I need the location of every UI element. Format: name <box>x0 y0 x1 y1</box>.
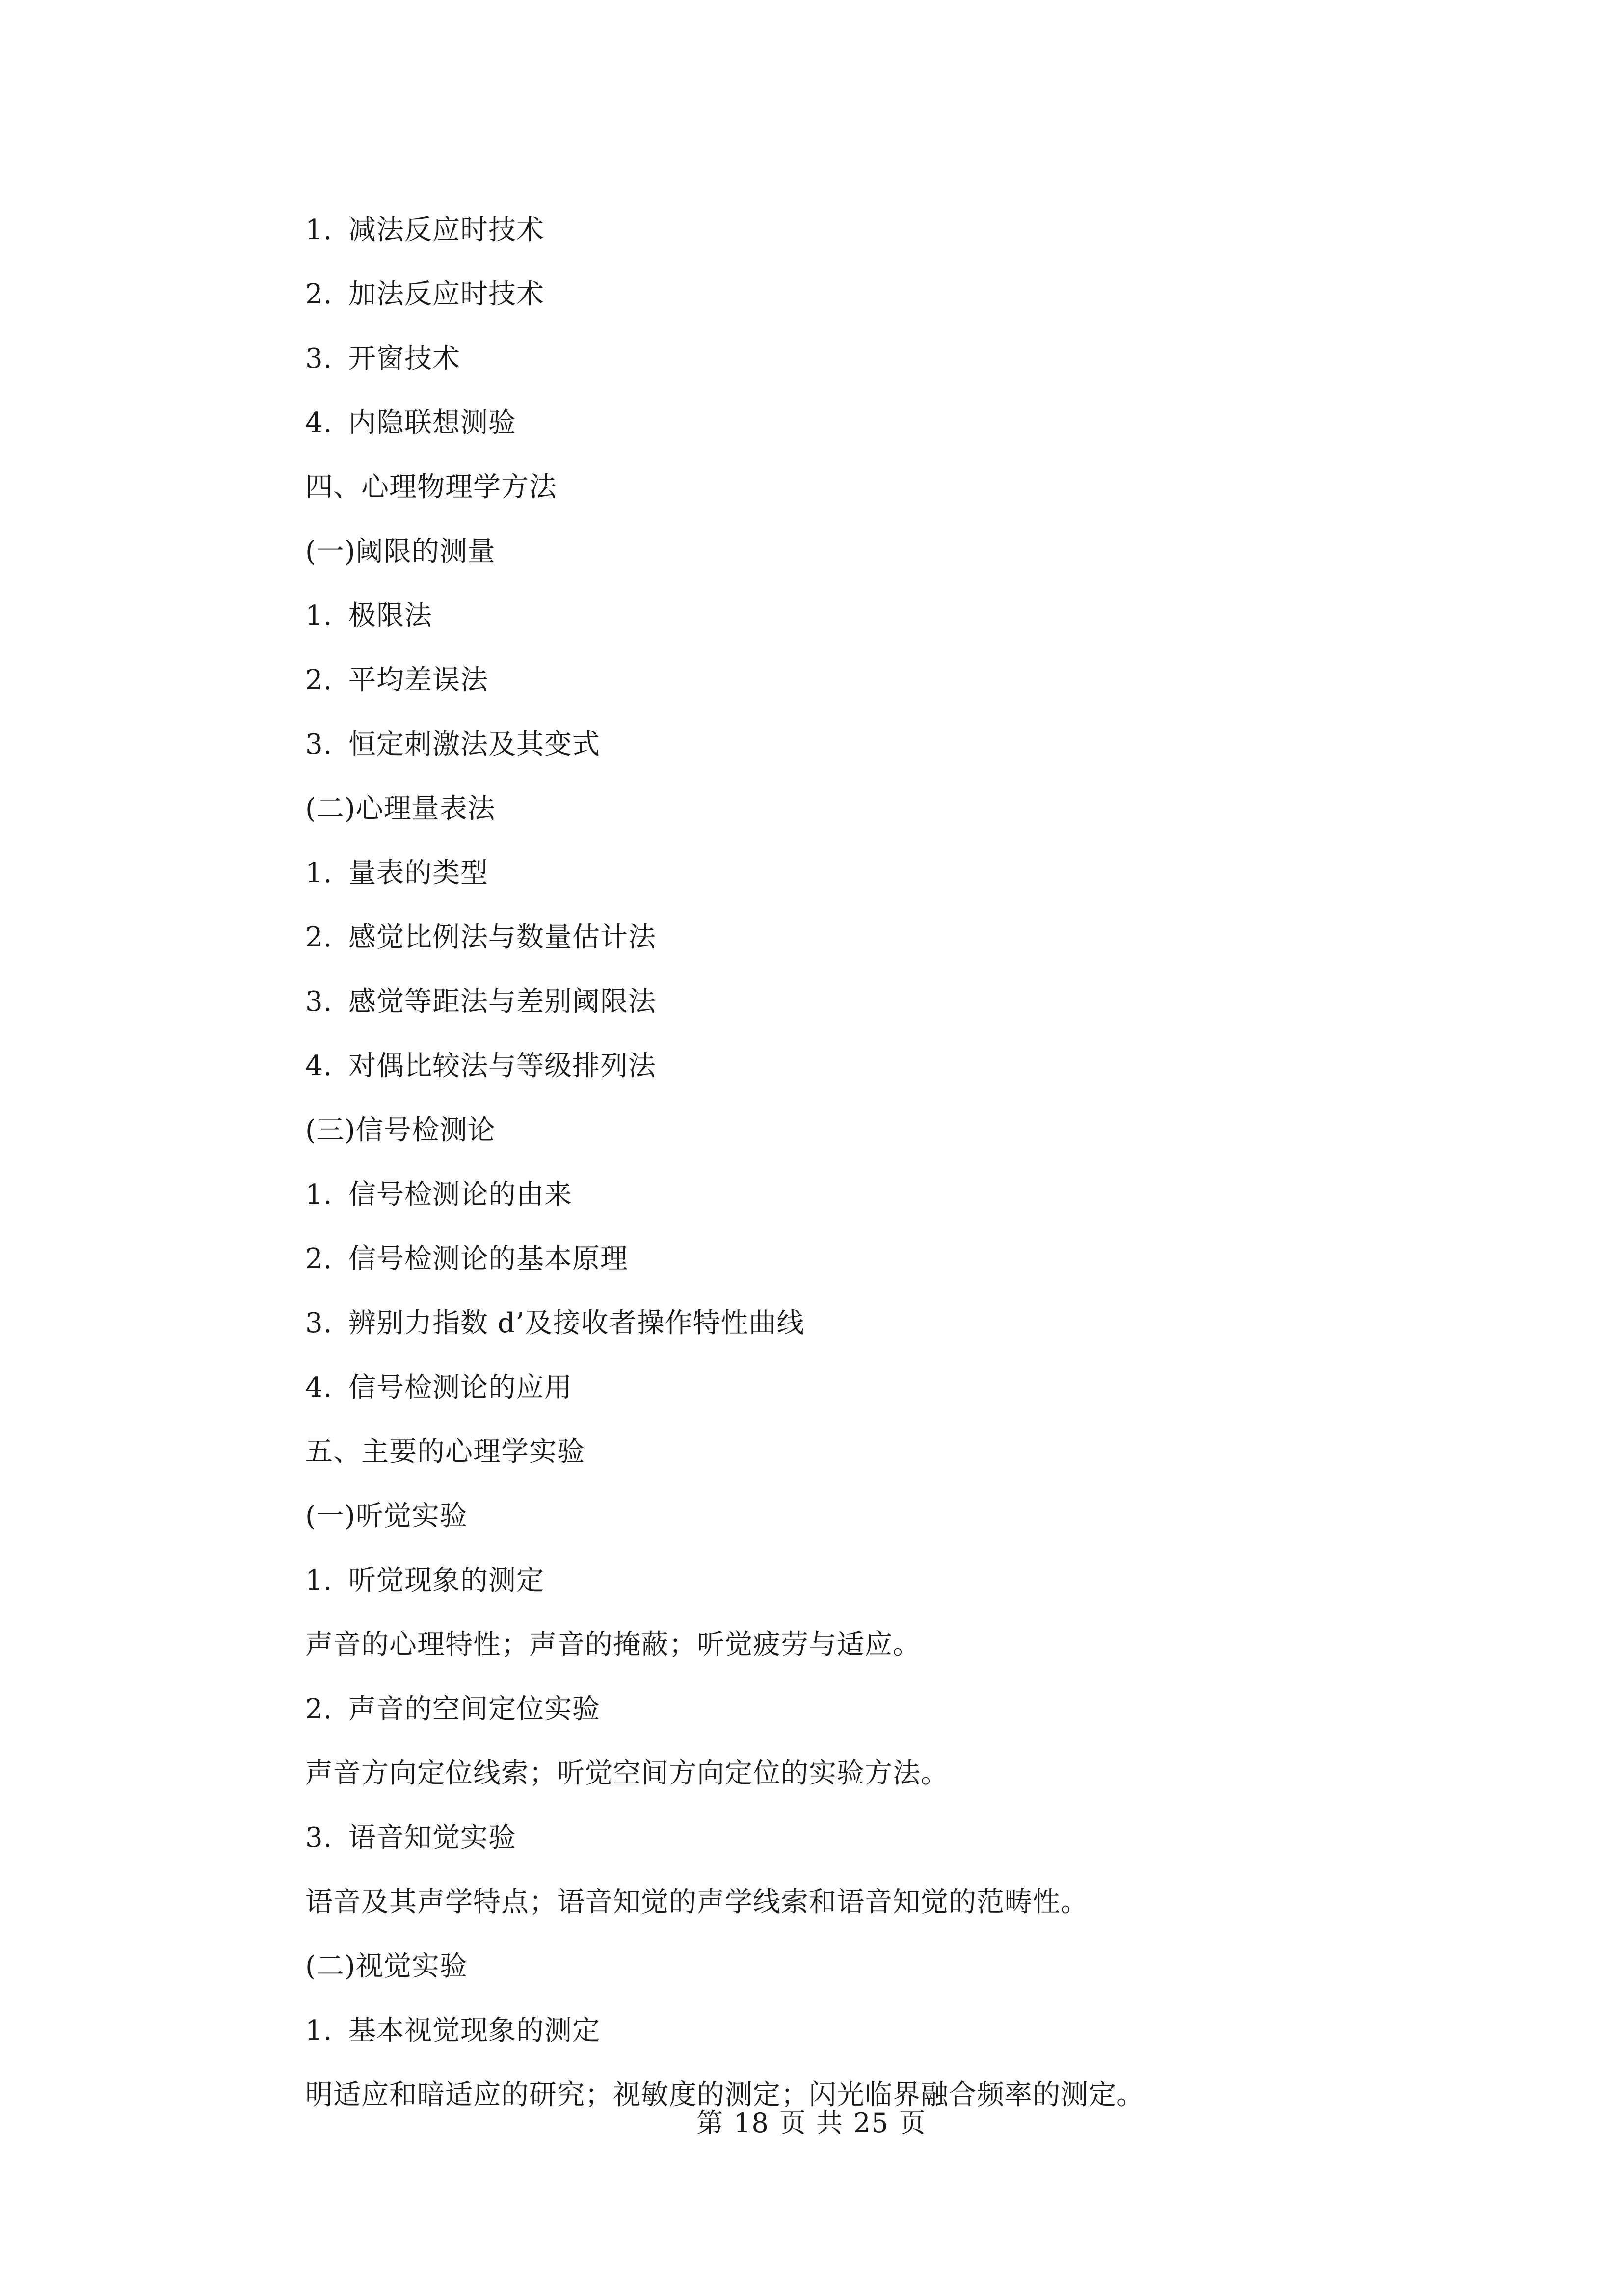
subsection-heading <box>305 1495 1336 1559</box>
list-item <box>305 723 1336 787</box>
item-number: 1. <box>305 600 333 632</box>
item-text: 量表的类型 <box>348 857 488 889</box>
heading-text: (一)听觉实验 <box>305 1500 468 1532</box>
current-page-number: 18 <box>734 2107 770 2138</box>
list-item <box>305 1816 1336 1881</box>
list-item <box>305 209 1336 273</box>
subsection-heading <box>305 1945 1336 2009</box>
total-pages: 25 <box>853 2107 889 2138</box>
paragraph-text: 语音及其声学特点；语音知觉的声学线索和语音知觉的范畴性。 <box>305 1886 1089 1918</box>
list-item <box>305 1559 1336 1623</box>
item-number: 3. <box>305 986 333 1018</box>
item-number: 3. <box>305 1822 333 1854</box>
body-paragraph <box>305 1752 1336 1816</box>
item-text: 开窗技术 <box>348 343 460 375</box>
page-footer <box>0 2106 1623 2140</box>
item-number: 2. <box>305 921 333 953</box>
paragraph-text: 声音方向定位线索；听觉空间方向定位的实验方法。 <box>305 1757 949 1789</box>
footer-prefix: 第 <box>696 2107 724 2138</box>
item-number: 1. <box>305 1565 333 1596</box>
section-heading <box>305 1431 1336 1495</box>
list-item <box>305 337 1336 402</box>
item-text: 平均差误法 <box>348 664 488 696</box>
list-item <box>305 1366 1336 1431</box>
item-text: 信号检测论的基本原理 <box>348 1243 628 1275</box>
list-item <box>305 980 1336 1045</box>
item-number: 4. <box>305 407 333 439</box>
item-text: 减法反应时技术 <box>348 214 544 246</box>
item-number: 3. <box>305 1307 333 1339</box>
item-number: 1. <box>305 2015 333 2047</box>
list-item <box>305 2009 1336 2074</box>
item-number: 2. <box>305 1243 333 1275</box>
subsection-heading <box>305 787 1336 852</box>
heading-text: (一)阈限的测量 <box>305 536 496 567</box>
paragraph-text: 声音的心理特性；声音的掩蔽；听觉疲劳与适应。 <box>305 1629 921 1661</box>
heading-text: 五、主要的心理学实验 <box>305 1436 585 1468</box>
heading-text: 四、心理物理学方法 <box>305 471 557 503</box>
heading-text: (二)视觉实验 <box>305 1950 468 1982</box>
document-body <box>305 209 1336 2138</box>
item-number: 2. <box>305 1693 333 1725</box>
item-number: 1. <box>305 214 333 246</box>
item-text: 加法反应时技术 <box>348 278 544 310</box>
footer-suffix: 页 <box>899 2107 927 2138</box>
list-item <box>305 1302 1336 1366</box>
item-number: 3. <box>305 729 333 760</box>
item-number: 1. <box>305 857 333 889</box>
item-number: 4. <box>305 1372 333 1404</box>
item-number: 3. <box>305 343 333 375</box>
list-item <box>305 1238 1336 1302</box>
list-item <box>305 1173 1336 1238</box>
item-number: 1. <box>305 1179 333 1211</box>
item-text: 极限法 <box>348 600 432 632</box>
item-text: 基本视觉现象的测定 <box>348 2015 600 2047</box>
list-item <box>305 402 1336 466</box>
item-number: 2. <box>305 278 333 310</box>
list-item <box>305 916 1336 980</box>
heading-text: (二)心理量表法 <box>305 793 496 825</box>
item-text: 内隐联想测验 <box>348 407 516 439</box>
subsection-heading <box>305 1109 1336 1173</box>
item-text: 感觉等距法与差别阈限法 <box>348 986 656 1018</box>
list-item <box>305 594 1336 659</box>
item-text: 信号检测论的应用 <box>348 1372 572 1404</box>
section-heading <box>305 466 1336 530</box>
item-text: 语音知觉实验 <box>348 1822 516 1854</box>
item-number: 4. <box>305 1050 333 1082</box>
body-paragraph <box>305 1881 1336 1945</box>
item-text: 声音的空间定位实验 <box>348 1693 600 1725</box>
list-item <box>305 273 1336 337</box>
item-text: 信号检测论的由来 <box>348 1179 572 1211</box>
paragraph-text: 明适应和暗适应的研究；视敏度的测定；闪光临界融合频率的测定。 <box>305 2079 1144 2111</box>
item-number: 2. <box>305 664 333 696</box>
item-text: 感觉比例法与数量估计法 <box>348 921 656 953</box>
item-text: 听觉现象的测定 <box>348 1565 544 1596</box>
body-paragraph <box>305 1623 1336 1688</box>
heading-text: (三)信号检测论 <box>305 1114 496 1146</box>
list-item <box>305 852 1336 916</box>
item-text: 对偶比较法与等级排列法 <box>348 1050 656 1082</box>
footer-middle: 页 共 <box>779 2107 844 2138</box>
list-item <box>305 1688 1336 1752</box>
subsection-heading <box>305 530 1336 594</box>
list-item <box>305 659 1336 723</box>
item-text: 辨别力指数 d’及接收者操作特性曲线 <box>348 1307 805 1339</box>
list-item <box>305 1045 1336 1109</box>
item-text: 恒定刺激法及其变式 <box>348 729 600 760</box>
